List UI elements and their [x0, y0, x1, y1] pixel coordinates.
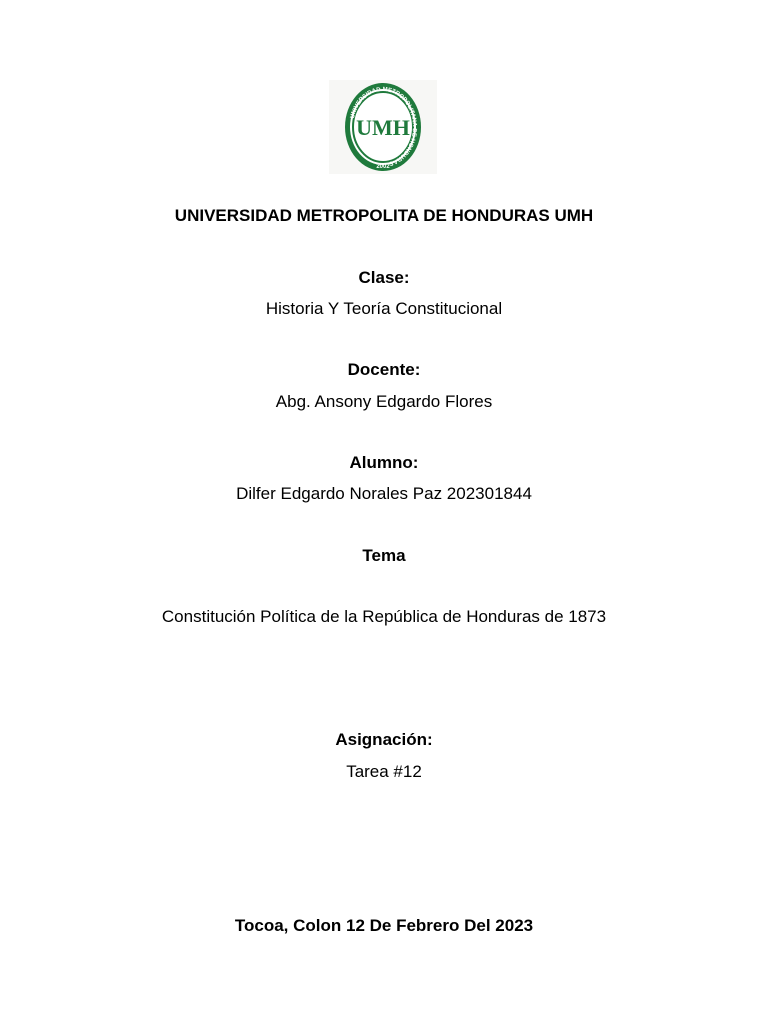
university-name: UNIVERSIDAD METROPOLITA DE HONDURAS UMH [174, 206, 594, 225]
logo-year-text: 2002 [376, 164, 390, 170]
place-date: Tocoa, Colon 12 De Febrero Del 2023 [234, 916, 534, 935]
assignment-value: Tarea #12 [346, 762, 422, 781]
teacher-label: Docente: [347, 360, 421, 379]
topic-label: Tema [362, 546, 406, 565]
student-value: Dilfer Edgardo Norales Paz 202301844 [236, 484, 532, 503]
assignment-label: Asignación: [335, 730, 433, 749]
umh-seal-icon [329, 80, 437, 174]
class-value: Historia Y Teoría Constitucional [265, 299, 503, 318]
teacher-value: Abg. Ansony Edgardo Flores [275, 392, 493, 411]
topic-value: Constitución Política de la República de Honduras de 1873 [161, 607, 607, 626]
logo-umh-text: UMH [356, 115, 410, 140]
class-label: Clase: [358, 268, 410, 287]
student-label: Alumno: [349, 453, 419, 472]
logo-ring-text: UNIVERSIDAD METROPOLITANA DE HONDURAS [349, 86, 418, 167]
university-logo [329, 80, 437, 174]
